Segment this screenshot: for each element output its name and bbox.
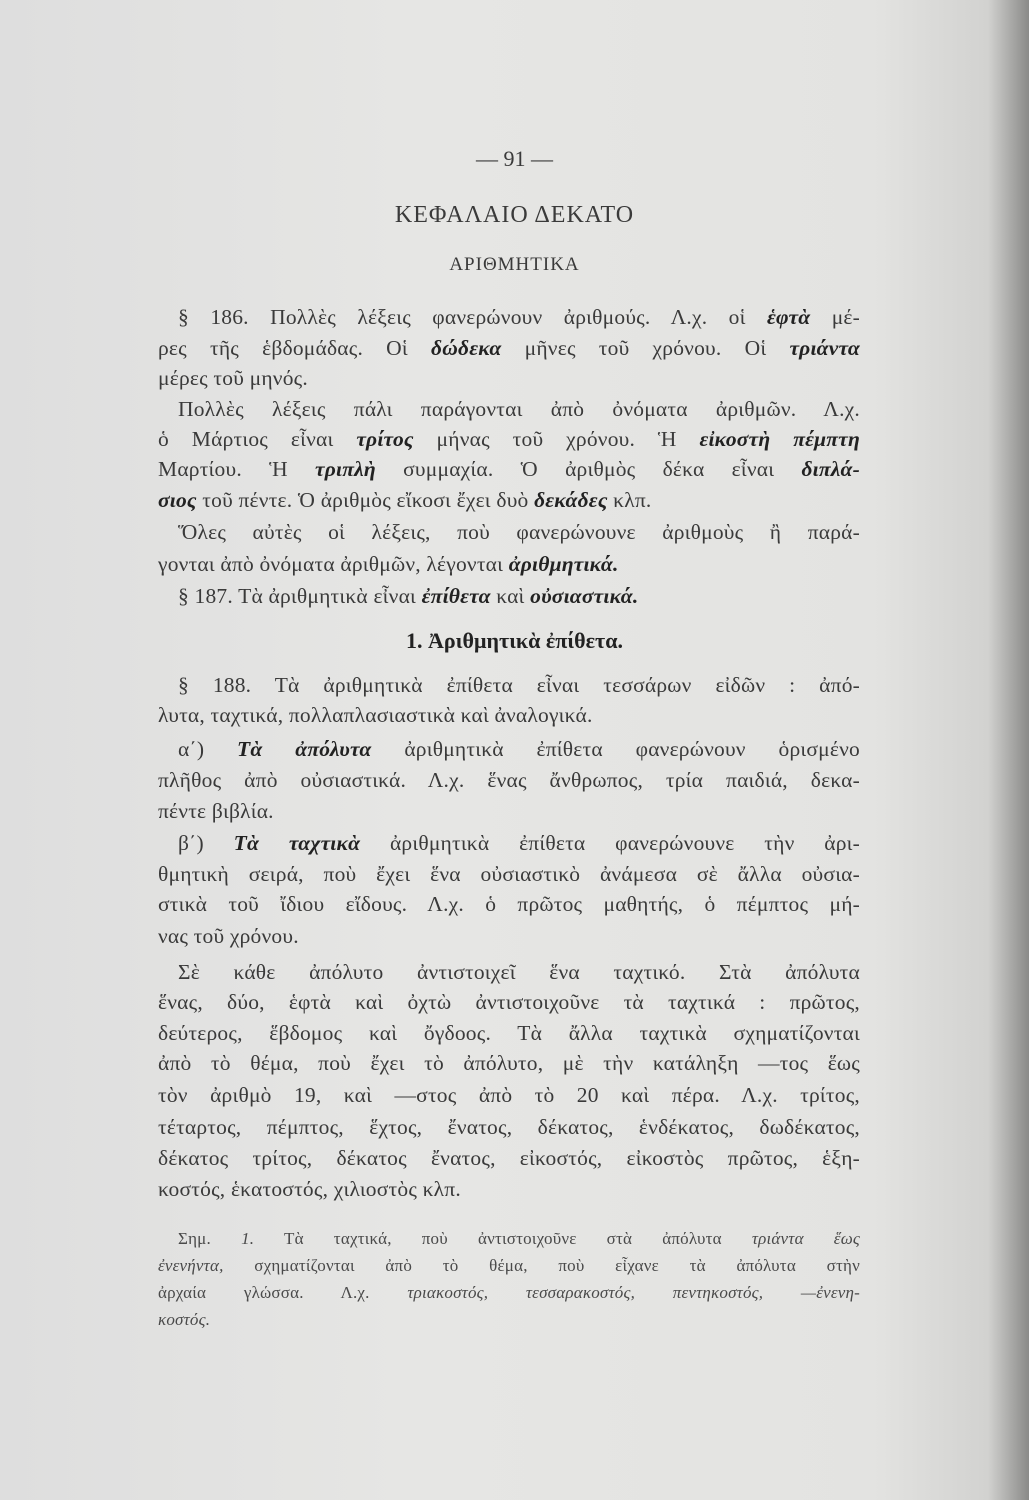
text-run: Πολλὲς λέξεις πάλι παράγονται ἀπὸ ὀνόματα ἀριθμῶν. Λ.χ. [178, 397, 860, 421]
text-line [178, 581, 860, 611]
text-line [158, 1018, 860, 1048]
text-run: ἀπὸ τὸ θέμα, ποὺ ἔχει τὸ ἀπόλυτο, μὲ τὴν κατάληξη —τος ἕως [158, 1051, 860, 1075]
italic-term: κοστός. [158, 1310, 211, 1329]
italic-term: τριακοστός, τεσσαρακοστός, πεντηκοστός, —ἐνενη- [407, 1283, 860, 1302]
text-run: ἀρχαία γλώσσα. Λ.χ. [158, 1283, 408, 1302]
text-run: μέ- [810, 305, 861, 329]
text-run: ἀριθμητικὰ ἐπίθετα φανερώνουν ὁρισμένο [371, 737, 861, 761]
text-run: δεύτερος, ἕβδομος καὶ ὄγδοος. Τὰ ἄλλα ταχτικὰ σχηματίζονται [158, 1021, 860, 1045]
text-line [158, 700, 860, 730]
text-run: ὁ Μάρτιος εἶναι [158, 427, 357, 451]
text-run: συμμαχία. Ὁ ἀριθμὸς δέκα εἶναι [375, 457, 802, 481]
text-run: κοστός, ἑκατοστός, χιλιοστὸς κλπ. [158, 1177, 461, 1201]
italic-term: ἐνενήντα, [158, 1256, 224, 1275]
bold-term: τριάντα [789, 336, 860, 360]
footnote-line [158, 1305, 860, 1335]
bold-term: δώδεκα [431, 336, 502, 360]
bold-term: διπλά- [801, 457, 860, 481]
text-run: μήνας τοῦ χρόνου. Ἡ [413, 427, 700, 451]
text-run: Ὅλες αὐτὲς οἱ λέξεις, ποὺ φανερώνουνε ἀριθμοὺς ἢ παρά- [178, 520, 860, 544]
italic-term: 1. [241, 1229, 255, 1248]
text-run: πέντε βιβλία. [158, 799, 274, 823]
bold-term: σιος [158, 488, 197, 512]
text-run: μέρες τοῦ μηνός. [158, 366, 308, 390]
text-run: λυτα, ταχτικά, πολλαπλασιαστικὰ καὶ ἀναλογικά. [158, 703, 593, 727]
text-run: τοῦ πέντε. Ὁ ἀριθμὸς εἴκοσι ἔχει δυὸ [196, 488, 535, 512]
bold-term: τρίτος [356, 427, 414, 451]
text-run: τὸν ἀριθμὸ 19, καὶ —στος ἀπὸ τὸ 20 καὶ πέρα. Λ.χ. τρίτος, [158, 1083, 860, 1107]
bold-term: Τὰ ἀπόλυτα [237, 737, 372, 761]
footnote-line [178, 1224, 860, 1254]
text-line [158, 921, 860, 951]
text-line [158, 454, 860, 484]
text-run: στικὰ τοῦ ἴδιου εἴδους. Λ.χ. ὁ πρῶτος μαθητής, ὁ πέμπτος μή- [158, 892, 860, 916]
text-run: νας τοῦ χρόνου. [158, 924, 299, 948]
text-line [158, 363, 860, 393]
text-line [178, 828, 860, 858]
text-run: Σημ. [178, 1229, 242, 1248]
bold-term: ἐπίθετα [421, 584, 491, 608]
text-line [178, 517, 860, 547]
text-line [158, 549, 860, 579]
text-line [178, 302, 860, 332]
footnote-line [158, 1251, 860, 1281]
text-run: γονται ἀπὸ ὀνόματα ἀριθμῶν, λέγονται [158, 552, 509, 576]
text-run: ρες τῆς ἑβδομάδας. Οἱ [158, 336, 432, 360]
text-line [158, 1080, 860, 1110]
italic-term: τριάντα ἕως [751, 1229, 861, 1248]
text-run: πλῆθος ἀπὸ οὐσιαστικά. Λ.χ. ἕνας ἄνθρωπος, τρία παιδιά, δεκα- [158, 768, 860, 792]
text-run: Τὰ ταχτικά, ποὺ ἀντιστοιχοῦνε στὰ ἀπόλυτα [254, 1229, 752, 1248]
text-run: § 186. Πολλὲς λέξεις φανερώνουν ἀριθμούς. Λ.χ. οἱ [178, 305, 767, 329]
text-run: σχηματίζονται ἀπὸ τὸ θέμα, ποὺ εἶχανε τὰ ἀπόλυτα στὴν [223, 1256, 860, 1275]
text-line [158, 889, 860, 919]
text-run: θμητικὴ σειρά, ποὺ ἔχει ἕνα οὐσιαστικὸ ἀνάμεσα σὲ ἄλλα οὐσια- [158, 862, 860, 886]
text-line [178, 734, 860, 764]
text-line [158, 859, 860, 889]
text-run: τέταρτος, πέμπτος, ἕχτος, ἔνατος, δέκατος, ἑνδέκατος, δωδέκατος, [158, 1115, 860, 1139]
text-run: α΄) [178, 737, 237, 761]
section-heading: 1. Ἀριθμητικὰ ἐπίθετα. [406, 628, 623, 653]
text-run: μῆνες τοῦ χρόνου. Οἱ [501, 336, 790, 360]
bold-term: τριπλὴ [315, 457, 376, 481]
footnote-line [158, 1278, 860, 1308]
text-run: ἕνας, δύο, ἑφτὰ καὶ ὀχτὼ ἀντιστοιχοῦνε τὰ ταχτικά : πρῶτος, [158, 990, 860, 1014]
bold-term: οὐσιαστικά. [530, 584, 639, 608]
text-line [178, 957, 860, 987]
text-line [158, 333, 860, 363]
text-line [158, 796, 860, 826]
bold-term: ἀριθμητικά. [508, 552, 619, 576]
text-run: δέκατος τρίτος, δέκατος ἔνατος, εἰκοστός, εἰκοστὸς πρῶτος, ἑξη- [158, 1146, 860, 1170]
text-run: Σὲ κάθε ἀπόλυτο ἀντιστοιχεῖ ἕνα ταχτικό. Στὰ ἀπόλυτα [178, 960, 860, 984]
text-run: β΄) [178, 831, 234, 855]
text-line [158, 1143, 860, 1173]
bold-term: ἑφτὰ [767, 305, 811, 329]
text-run: § 188. Τὰ ἀριθμητικὰ ἐπίθετα εἶναι τεσσάρων εἰδῶν : ἀπό- [178, 673, 860, 697]
bold-term: δεκάδες [534, 488, 608, 512]
chapter-title: ΚΕΦΑΛΑΙΟ ΔΕΚΑΤΟ [394, 202, 635, 228]
text-line [158, 1112, 860, 1142]
text-run: ἀριθμητικὰ ἐπίθετα φανερώνουνε τὴν ἀρι- [360, 831, 860, 855]
text-line [158, 424, 860, 454]
text-run: Μαρτίου. Ἡ [158, 457, 316, 481]
chapter-subtitle: ΑΡΙΘΜΗΤΙΚΑ [449, 254, 580, 275]
text-line [158, 987, 860, 1017]
bold-term: Τὰ ταχτικὰ [233, 831, 361, 855]
text-run: καὶ [490, 584, 531, 608]
bold-term: εἰκοστὴ πέμπτη [699, 427, 860, 451]
text-run: § 187. Τὰ ἀριθμητικὰ εἶναι [178, 584, 422, 608]
text-line [158, 485, 860, 515]
text-line [158, 1174, 860, 1204]
text-line [178, 670, 860, 700]
text-line [158, 765, 860, 795]
page-number: — 91 — [476, 146, 553, 171]
text-line [158, 1048, 860, 1078]
text-line [178, 394, 860, 424]
text-run: κλπ. [607, 488, 652, 512]
